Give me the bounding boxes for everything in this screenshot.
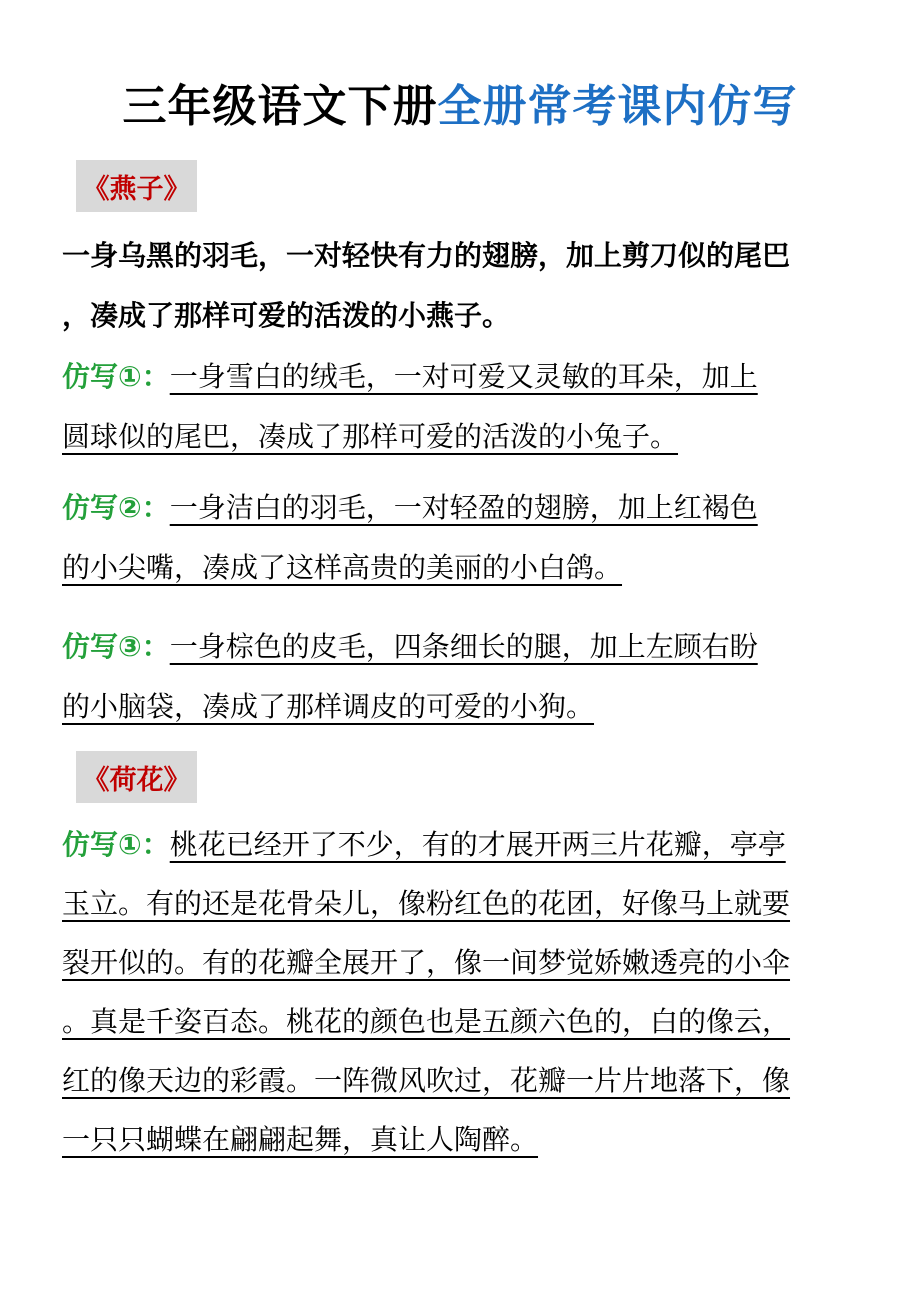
original-sentence-line: 一身乌黑的羽毛，一对轻快有力的翅膀，加上剪刀似的尾巴 [62,239,791,272]
imitation-line [62,488,758,528]
imitation-text: 圆球似的尾巴，凑成了那样可爱的活泼的小兔子。 [62,420,679,453]
title-part-black: 三年级语文下册 [122,81,438,132]
section-heading-hehua: 《荷花》 [76,751,197,803]
imitation-text: 一身雪白的绒毛，一对可爱又灵敏的耳朵，加上 [169,360,758,393]
section-heading-yanzi: 《燕子》 [76,160,197,212]
imitation-text: 。真是千姿百态。桃花的颜色也是五颜六色的，白的像云， [62,1005,791,1038]
imitation-line [62,825,786,865]
imitation-text: 一身棕色的皮毛，四条细长的腿，加上左顾右盼 [169,630,758,663]
title-part-blue: 全册常考课内仿写 [437,81,798,132]
imitation-line [62,627,758,667]
imitation-text: 的小尖嘴，凑成了这样高贵的美丽的小白鸽。 [62,551,623,584]
imitation-text: 桃花已经开了不少，有的才展开两三片花瓣，亭亭 [169,828,786,861]
original-sentence-line: ，凑成了那样可爱的活泼的小燕子。 [62,299,511,332]
imitation-label: 仿写③： [62,630,170,663]
imitation-text: 玉立。有的还是花骨朵儿，像粉红色的花团，好像马上就要 [62,887,791,920]
imitation-text: 裂开似的。有的花瓣全展开了，像一间梦觉娇嫩透亮的小伞 [62,946,791,979]
imitation-line [62,357,758,397]
imitation-text: 一身洁白的羽毛，一对轻盈的翅膀，加上红褐色 [169,491,758,524]
imitation-label: 仿写①： [62,828,170,861]
page-title [0,70,920,134]
imitation-label: 仿写②： [62,491,170,524]
imitation-text: 红的像天边的彩霞。一阵微风吹过，花瓣一片片地落下，像 [62,1064,791,1097]
imitation-label: 仿写①： [62,360,170,393]
imitation-text: 的小脑袋，凑成了那样调皮的可爱的小狗。 [62,690,595,723]
imitation-text: 一只只蝴蝶在翩翩起舞，真让人陶醉。 [62,1123,539,1156]
